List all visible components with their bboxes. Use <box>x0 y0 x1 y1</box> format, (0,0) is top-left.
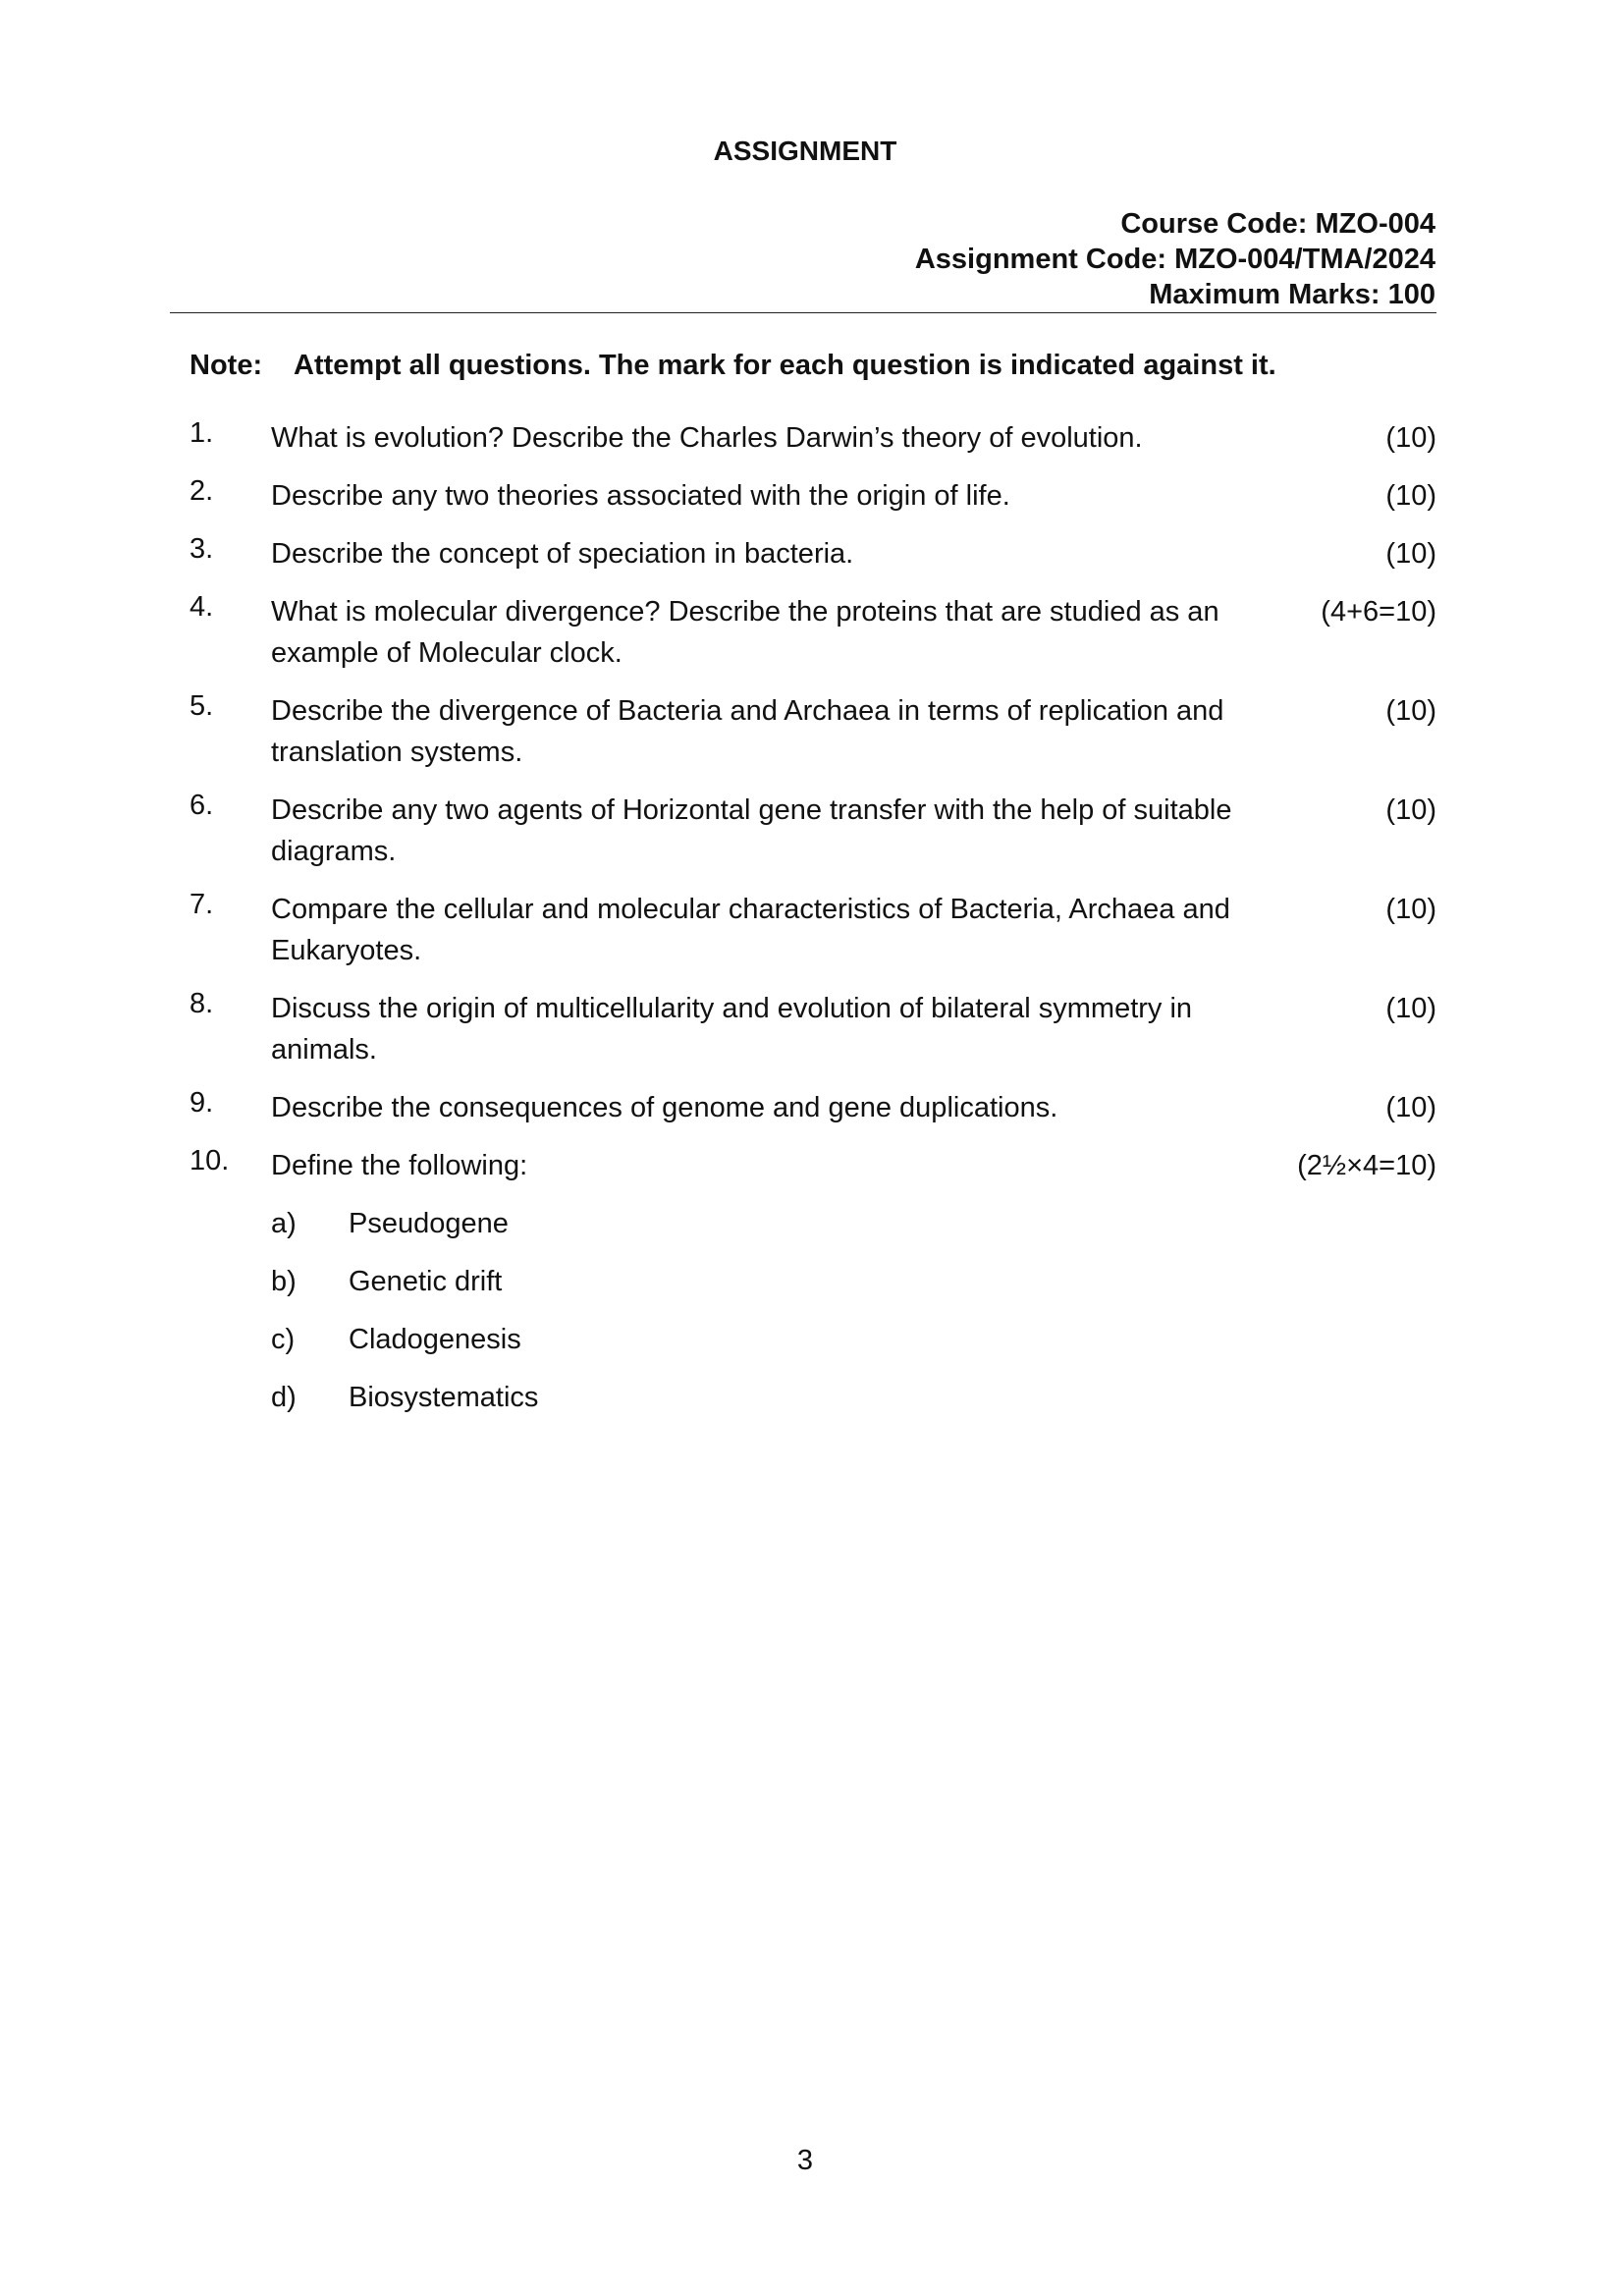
question-marks: (10) <box>1385 695 1436 727</box>
definition-letter: a) <box>271 1208 297 1239</box>
question-number: 5. <box>189 690 214 722</box>
question-text: Discuss the origin of multicellularity and evolution of bilateral symmetry in animals. <box>271 993 1193 1066</box>
question-text: Describe the concept of speciation in bacteria. <box>271 538 854 570</box>
question-number: 10. <box>189 1145 230 1176</box>
question-marks: (10) <box>1385 480 1436 512</box>
question-item <box>189 591 1436 674</box>
question-text: Describe any two agents of Horizontal gene transfer with the help of suitable diagrams. <box>271 794 1232 867</box>
question-item <box>189 690 1436 773</box>
question-text: Compare the cellular and molecular characteristics of Bacteria, Archaea and Eukaryotes. <box>271 894 1230 966</box>
question-number: 3. <box>189 533 214 565</box>
question-number: 4. <box>189 591 214 623</box>
question-item <box>189 790 1436 872</box>
definition-letter: d) <box>271 1382 297 1413</box>
header-divider <box>170 312 1436 313</box>
question-text: What is molecular divergence? Describe the proteins that are studied as an example of Molecular clock. <box>271 596 1219 669</box>
question-item <box>189 988 1436 1070</box>
question-text: Describe the consequences of genome and gene duplications. <box>271 1092 1058 1123</box>
definition-term: Genetic drift <box>349 1266 503 1297</box>
note-label: Note: <box>189 350 263 381</box>
definition-item <box>271 1261 1436 1302</box>
question-number: 1. <box>189 417 214 449</box>
question-item <box>189 1087 1436 1128</box>
definition-letter: c) <box>271 1324 296 1355</box>
question-number: 6. <box>189 790 214 821</box>
question-number: 2. <box>189 475 214 507</box>
definition-letter: b) <box>271 1266 297 1297</box>
definition-term: Biosystematics <box>349 1382 539 1413</box>
question-item <box>189 1145 1436 1186</box>
question-marks: (10) <box>1385 894 1436 925</box>
page-number: 3 <box>796 2145 814 2176</box>
question-number: 9. <box>189 1087 214 1119</box>
definition-term: Pseudogene <box>349 1208 509 1239</box>
question-text: What is evolution? Describe the Charles Darwin’s theory of evolution. <box>271 422 1143 454</box>
question-marks: (10) <box>1385 422 1436 454</box>
note-text: Attempt all questions. The mark for each question is indicated against it. <box>294 350 1276 381</box>
question-marks: (10) <box>1385 1092 1436 1123</box>
question-marks: (10) <box>1385 794 1436 826</box>
question-text: Describe the divergence of Bacteria and Archaea in terms of replication and translation systems. <box>271 695 1224 768</box>
question-item <box>189 475 1436 517</box>
question-number: 8. <box>189 988 214 1019</box>
question-marks: (10) <box>1385 993 1436 1024</box>
definition-term: Cladogenesis <box>349 1324 521 1355</box>
question-marks: (10) <box>1385 538 1436 570</box>
maximum-marks: Maximum Marks: 100 <box>1149 279 1435 310</box>
question-marks: (4+6=10) <box>1321 596 1436 628</box>
question-list <box>189 417 1436 1435</box>
question-item <box>189 889 1436 971</box>
definition-item <box>271 1203 1436 1244</box>
definition-item <box>271 1319 1436 1360</box>
assignment-code: Assignment Code: MZO-004/TMA/2024 <box>914 244 1435 275</box>
assignment-codes <box>915 206 1435 312</box>
course-code: Course Code: MZO-004 <box>1120 208 1435 240</box>
note <box>189 350 1276 382</box>
question-marks: (2½×4=10) <box>1297 1150 1436 1181</box>
question-text: Describe any two theories associated with the origin of life. <box>271 480 1010 512</box>
question-text: Define the following: <box>271 1150 528 1181</box>
question-number: 7. <box>189 889 214 920</box>
question-item <box>189 533 1436 574</box>
definition-item <box>271 1377 1436 1418</box>
question-item <box>189 417 1436 459</box>
page-title: ASSIGNMENT <box>713 136 897 166</box>
definition-list <box>271 1203 1436 1418</box>
